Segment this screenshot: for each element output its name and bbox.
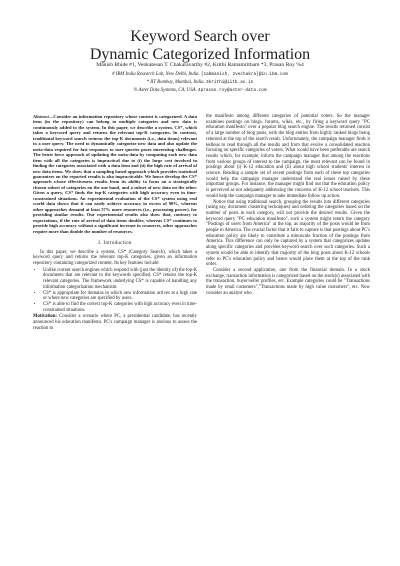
affiliation-2 <box>0 80 400 86</box>
right-paragraph-1: the manifesto among different categories of potential voters. So the manager examines postings on blogs, forums, wikis, etc., by firing a keyword query "PC education manifesto" over a popular blog search engine. The results returned consist of a large number of blog posts, with the blog entries from highly ranked blogs being returned at the top of the search result. Unfortunately, the campaign manager finds it tedious to read through all the results and from that evolve a consolidated reaction focusing on specific categories of voters. What would have been preferable are search results which, for example, inform the campaign manager that among the reactions from various groups of interest to the campaign, the most relevant can be found in postings about (i) K-12 education and (ii) about high school students' interest in science. Reading a sample set of recent postings from each of these top categories would help the campaign manager understand the real issues raised by these important groups. For instance, the manager might find out that the education policy is perceived as not adequately addressing the concerns of K-12 school teachers. This would help the campaign manager to take immediate follow up action. <box>206 114 370 199</box>
motivation-label: Motivation: <box>33 314 58 320</box>
affiliation-1 <box>0 72 400 78</box>
feature-list <box>33 268 197 314</box>
feature-item-1: • Unlike current search engines which respond with (just the identity of) the top-K documents that are relevant to the keywords specified, CS* returns the top-K relevant categories. The framework underlying CS* is capable of handling any information categorization mechanism. <box>43 268 197 291</box>
affiliation-3-org: % Aster Data Systems, CA, USA. <box>133 88 198 93</box>
motivation-text: Consider a scenario where PC, a presidential candidate, has recently announced his education manifesto. PC's campaign manager is anxious to assess the reaction to <box>33 314 197 331</box>
abstract-label: Abstract— <box>33 114 54 119</box>
feature-item-2: • CS* is appropriate for domains in which new information arrives at a high rate or where new categories are specified by users. <box>43 291 197 302</box>
affiliation-2-emails: 3krithi@iitb.ac.in <box>205 80 254 85</box>
right-paragraph-3: Consider a second application, one from the financial domain. In a stock exchange, transaction information is categorized based on the stock(s) associated with the transaction, buyer/seller profiles, etc. Example categories could be "Transactions made by retail customers","Transactions made by high value customers", etc. Now consider an analyst who <box>206 267 370 296</box>
affiliation-3 <box>0 88 400 94</box>
abstract <box>33 114 197 234</box>
paper-title-line2: Dynamic Categorized Information <box>89 46 311 63</box>
right-paragraph-2: Notice that using traditional search, grouping the results into different categories (using say, document clustering techniques) and ordering the categories based on the number of posts in each category, will not provide the desired results. Given the keyword query "PC education manifesto", such a system might return the category "Postings of users from America" at the top, as majority of the posts would be from people in America. The crucial factor that it fails to capture is that postings about PC's education policy are likely to constitute a minuscule fraction of the postings from America. This difference can only be captured by a system that categorizes updates along specific categories and provides keyword search over such categories. Such a system would be able to identify that majority of the blog posts about K-12 schools refer to PC's education policy and hence would place them at the top of the rank order. <box>206 199 370 268</box>
intro-paragraph-1: In this paper, we describe a system, CS* (Category Search), which takes a keyword query and returns the relevant top-K categories, given an information repository containing categorized content. Its key features include: <box>33 249 197 267</box>
right-column <box>206 114 370 297</box>
affiliation-1-org: # IBM India Research Lab, New Delhi, India. <box>112 72 201 77</box>
affiliation-3-emails: 4prasan.roy@aster-data.com <box>198 88 267 93</box>
section-heading-introduction: I. Introduction <box>98 240 132 246</box>
left-column <box>33 114 197 332</box>
author-list: Manish Bhide #1, Venkatesan T. Chakaravarthy #2, Krithi Ramamritham *3, Prasan Roy %4 <box>96 62 304 68</box>
abstract-text: Consider an information repository whose content is categorized. A data item (in the repository) can belong to multiple categories and new data is continuously added to the system. In this paper, we describe a system, CS*, which takes a keyword query and returns the relevant top-K categories. In contrast, traditional keyword search returns the top-K documents (i.e., data items) relevant to a user query. The need to dynamically categorize new data and also update the meta-data required for fast responses to user queries poses interesting challenges. The brute force approach of updating the meta-data by computing each new data item with all the categories is impractical due to (i) the large cost involved in finding the categories associated with a data item and (ii) the high rate of arrival of new data items. We show that a sampling based approach which provides statistical guarantees on the reported results is also impracticable. We hence develop the CS* approach whose effectiveness results from its ability to focus on a strategically chosen subset of categories on the one hand, and a subset of new data on the other. Given a query, CS* finds the top-K categories with high accuracy even in time-constrained situations. An experimental evaluation of the CS* system using real world data shows that it can easily achieve accuracy in excess of 90%, whereas other approaches demand at least 57% more resources (i.e., processing power). for providing similar results. Our experimental results also show that, contrary to expectations, if the rate of arrival of data items doubles, whereas CS* continues to provide high accuracy without a significant increase in resources, other approaches require more than double the number of resources. <box>33 114 197 234</box>
affiliation-1-emails: {1abmanish, 2vechakra}@in.ibm.com <box>200 72 288 77</box>
feature-item-3: • CS* is able to find the correct top-K categories with high accuracy even in time-constrained situations. <box>43 302 197 313</box>
affiliation-2-org: * IIT Bombay, Mumbai, India. <box>146 80 206 85</box>
paper-title-line1: Keyword Search over <box>130 28 270 45</box>
motivation-paragraph <box>33 314 197 331</box>
